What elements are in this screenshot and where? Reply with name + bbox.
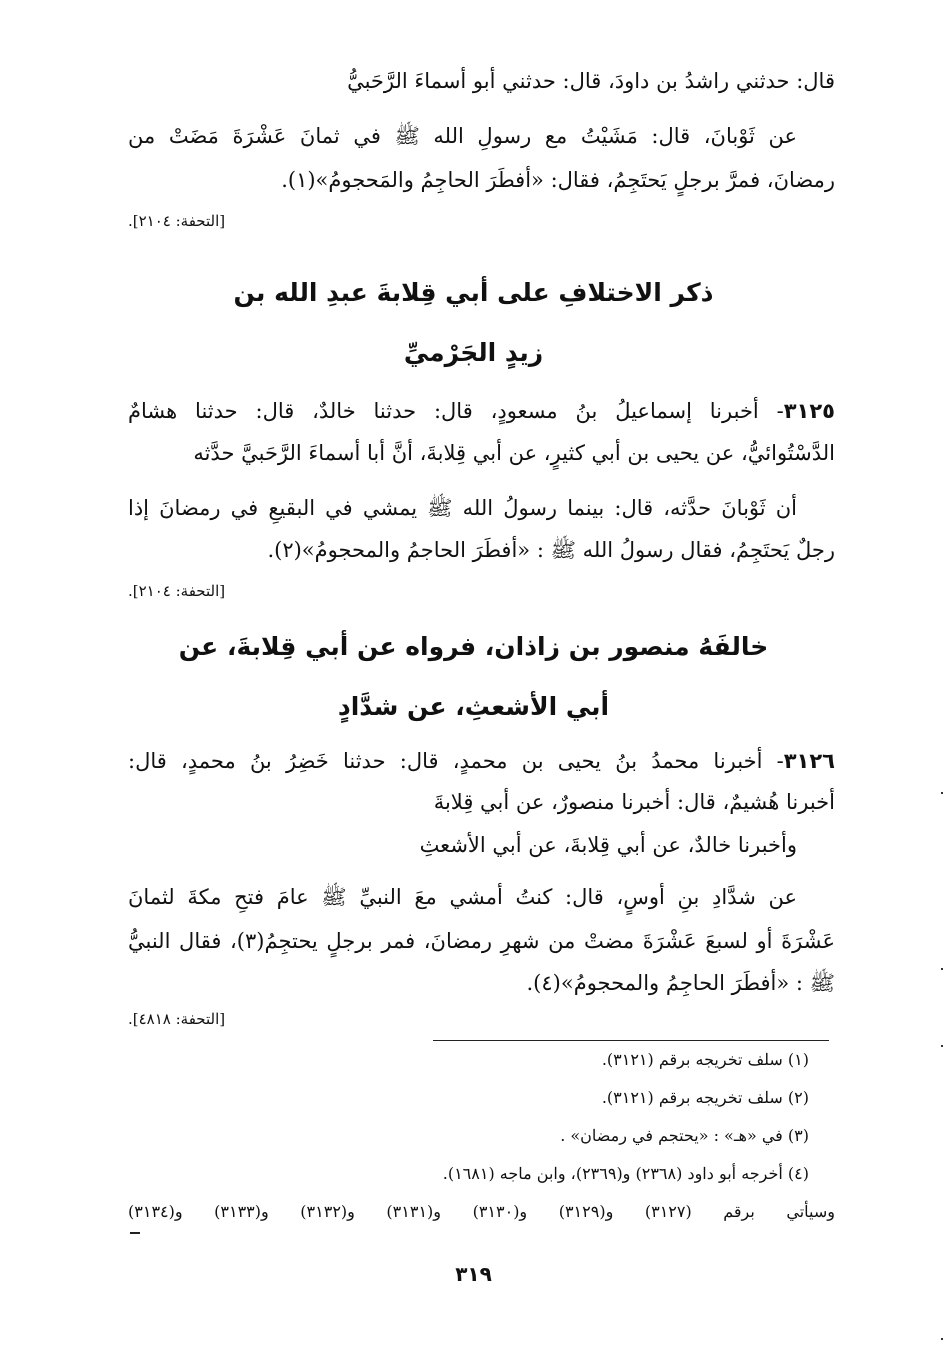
- hadith-line: الدَّسْتُوائيُّ، عن يحيى بن أبي كثيرٍ، عن أبي قِلابةَ، أنَّ أبا أسماءَ الرَّحَبيَّ حدَّثه: [193, 441, 835, 465]
- footnote: (٤) أخرجه أبو داود (٢٣٦٨) و(٢٣٦٩)، وابن ماجه (١٦٨١).: [442, 1164, 809, 1183]
- section-heading: زيدٍ الجَرْميِّ: [403, 338, 544, 367]
- hadith-text: - أخبرنا إسماعيلُ بنُ مسعودٍ، قال: حدثنا خالدٌ، قال: حدثنا هشامٌ: [128, 399, 784, 423]
- page-number: ٣١٩: [455, 1262, 492, 1286]
- scan-mark: [941, 968, 943, 970]
- hadith-line: [128, 396, 835, 426]
- tuhfa-reference: [التحفة: ٢١٠٤].: [128, 212, 226, 230]
- scan-mark: [941, 1338, 943, 1340]
- hadith-line: وأخبرنا خالدٌ، عن أبي قِلابةَ، عن أبي الأشعثِ: [419, 833, 797, 857]
- hadith-text: - أخبرنا محمدُ بنُ يحيى بن محمدٍ، قال: حدثنا خَضِرُ بنُ محمدٍ، قال:: [128, 749, 784, 773]
- footnote-continuation: وسيأتي برقم (٣١٢٧) و(٣١٢٩) و(٣١٣٠) و(٣١٣١) و(٣١٣٢) و(٣١٣٣) و(٣١٣٤): [128, 1202, 836, 1221]
- section-heading: أبي الأشعثِ، عن شدَّادٍ: [337, 692, 610, 721]
- continuation-dash: [130, 1232, 140, 1234]
- hadith-line: ﷺ : «أفطَرَ الحاجِمُ والمحجومُ»(٤).: [526, 971, 835, 995]
- footnote-divider: [433, 1040, 829, 1041]
- tuhfa-reference: [التحفة: ٢١٠٤].: [128, 582, 226, 600]
- hadith-line: أن ثَوْبانَ حدَّثه، قال: بينما رسولُ الله ﷺ يمشي في البقيعِ في رمضانَ إذا: [128, 496, 797, 520]
- section-heading: خالفَهُ منصور بن زاذان، فرواه عن أبي قِلابةَ، عن: [178, 632, 769, 661]
- hadith-line: رجلٌ يَحتَجِمُ، فقال رسولُ الله ﷺ : «أفطَرَ الحاجمُ والمحجومُ»(٢).: [267, 538, 835, 562]
- text-line: عن ثَوْبانَ، قال: مَشَيْتُ مع رسولِ الله ﷺ في ثمانَ عَشْرَةَ مَضَتْ من: [128, 124, 797, 148]
- scan-mark: [941, 1045, 943, 1047]
- hadith-line: عَشْرَةَ أو لسبعَ عَشْرَةَ مضتْ من شهرِ رمضانَ، فمر برجلٍ يحتجِمُ(٣)، فقال النبيُّ: [128, 929, 835, 953]
- hadith-number: ٣١٢٦: [783, 749, 835, 773]
- footnote: (٣) في «هـ» : «يحتجم في رمضان» .: [560, 1126, 809, 1145]
- hadith-line: أخبرنا هُشيمٌ، قال: أخبرنا منصورٌ، عن أبي قِلابةَ: [433, 790, 835, 814]
- hadith-line: عن شدَّادِ بنِ أوسٍ، قال: كنتُ أمشي معَ النبيِّ ﷺ عامَ فتحِ مكةَ لثمانَ: [128, 885, 797, 909]
- footnote: (١) سلف تخريجه برقم (٣١٢١).: [601, 1050, 809, 1069]
- hadith-number: ٣١٢٥: [783, 399, 835, 423]
- hadith-line: [128, 746, 835, 776]
- footnote: (٢) سلف تخريجه برقم (٣١٢١).: [601, 1088, 809, 1107]
- scan-mark: [941, 792, 943, 794]
- text-line: قال: حدثني راشدُ بن داودَ، قال: حدثني أبو أسماءَ الرَّحَبيُّ: [347, 69, 835, 93]
- tuhfa-reference: [التحفة: ٤٨١٨].: [128, 1010, 226, 1028]
- section-heading: ذكر الاختلافِ على أبي قِلابةَ عبدِ الله بن: [233, 278, 714, 307]
- text-line: رمضانَ، فمرَّ برجلٍ يَحتَجِمُ، فقال: «أفطَرَ الحاجِمُ والمَحجومُ»(١).: [281, 168, 835, 192]
